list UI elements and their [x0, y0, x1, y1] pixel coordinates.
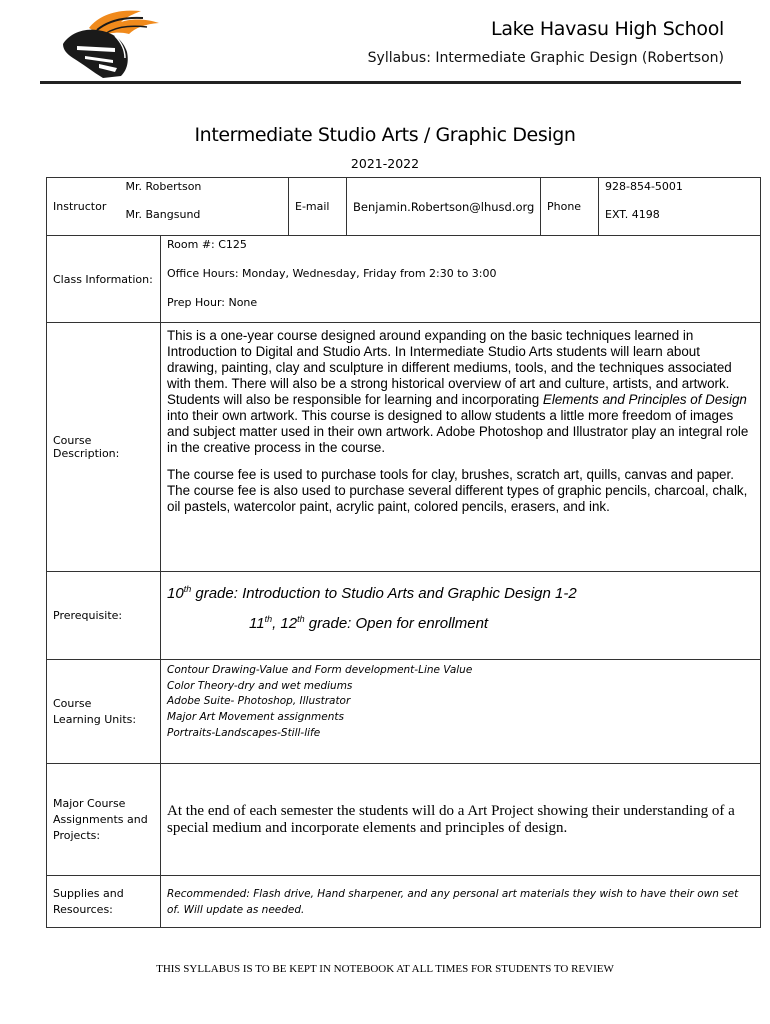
- list-item: Color Theory-dry and wet mediums: [167, 679, 353, 692]
- list-item: Major Art Movement assignments: [167, 711, 344, 724]
- supplies-row: [47, 876, 761, 928]
- learning-units-list: [161, 660, 761, 764]
- prerequisite-content: [161, 572, 761, 660]
- learning-units-label: Course Learning Units:: [47, 660, 161, 764]
- major-projects-label: Major Course Assignments and Projects:: [47, 764, 161, 876]
- knight-helmet-logo: [55, 8, 167, 80]
- syllabus-table: [46, 177, 761, 928]
- phone-label: Phone: [541, 178, 599, 236]
- course-description-row: [47, 323, 761, 572]
- class-info-content: [161, 236, 761, 323]
- learning-units-row: [47, 660, 761, 764]
- footer-notice: THIS SYLLABUS IS TO BE KEPT IN NOTEBOOK AT ALL TIMES FOR STUDENTS TO REVIEW: [156, 963, 614, 975]
- instructor-row: [47, 178, 761, 236]
- prerequisite-line-1: 10th grade: Introduction to Studio Arts and Graphic Design 1-2: [167, 584, 577, 602]
- email-label: E-mail: [289, 178, 347, 236]
- school-year: 2021-2022: [350, 156, 420, 171]
- prerequisite-line-2: 11th, 12th grade: Open for enrollment: [249, 614, 489, 632]
- instructor-label: Instructor: [47, 178, 120, 236]
- phone-ext: EXT. 4198: [605, 208, 660, 221]
- list-item: Portraits-Landscapes-Still-life: [167, 726, 321, 739]
- major-projects-text: At the end of each semester the students will do a Art Project showing their understanding of a special medium and incorporate elements and principles of design.: [161, 764, 761, 876]
- major-projects-row: [47, 764, 761, 876]
- email-address: Benjamin.Robertson@lhusd.org: [347, 178, 541, 236]
- supplies-text: Recommended: Flash drive, Hand sharpener, and any personal art materials they wish to have their own set of. Will update as needed.: [161, 876, 761, 928]
- phone-cell: [599, 178, 761, 236]
- syllabus-subtitle: Syllabus: Intermediate Graphic Design (Robertson): [367, 50, 724, 66]
- office-hours: Office Hours: Monday, Wednesday, Friday from 2:30 to 3:00: [167, 267, 497, 280]
- phone-number: 928-854-5001: [605, 180, 683, 193]
- list-item: Contour Drawing-Value and Form development-Line Value: [167, 664, 473, 676]
- header-divider: [40, 81, 741, 84]
- course-description-paragraph-1: This is a one-year course designed around expanding on the basic techniques learned in Introduction to Digital and Studio Arts. In Intermediate Studio Arts students will learn about drawing, painting, clay and sculpture in different mediums, tools, and the techniques associated with them. There will also be a strong historical overview of art and culture, artists, and artwork. Students will also be responsible for learning and incorporating Elements and Principles of Design into their own artwork. This course is designed to allow students a little more freedom of images and subject matter used in their own artwork. Adobe Photoshop and Illustrator play an integral role in the creative process in the course.: [167, 328, 749, 455]
- course-description-text: [161, 323, 761, 572]
- room-number: Room #: C125: [167, 238, 247, 251]
- page-title: Intermediate Studio Arts / Graphic Design: [194, 124, 576, 146]
- instructor-name-1: Mr. Robertson: [125, 180, 202, 193]
- prerequisite-row: [47, 572, 761, 660]
- prerequisite-label: Prerequisite:: [47, 572, 161, 660]
- school-name: Lake Havasu High School: [491, 18, 724, 40]
- class-info-label: Class Information:: [47, 236, 161, 323]
- class-info-row: [47, 236, 761, 323]
- list-item: Adobe Suite- Photoshop, Illustrator: [167, 695, 351, 708]
- prep-hour: Prep Hour: None: [167, 296, 258, 309]
- course-description-paragraph-2: The course fee is used to purchase tools for clay, brushes, scratch art, quills, canvas and paper. The course fee is also used to purchase several different types of graphic pencils, charcoal, chalk, oil pastels, watercolor paint, acrylic paint, colored pencils, erasers, and ink.: [167, 467, 748, 514]
- supplies-label: Supplies and Resources:: [47, 876, 161, 928]
- course-description-label: Course Description:: [47, 323, 161, 572]
- elements-principles-emphasis: Elements and Principles of Design: [542, 392, 747, 407]
- instructor-name-2: Mr. Bangsund: [125, 208, 201, 221]
- instructor-names: [120, 178, 289, 236]
